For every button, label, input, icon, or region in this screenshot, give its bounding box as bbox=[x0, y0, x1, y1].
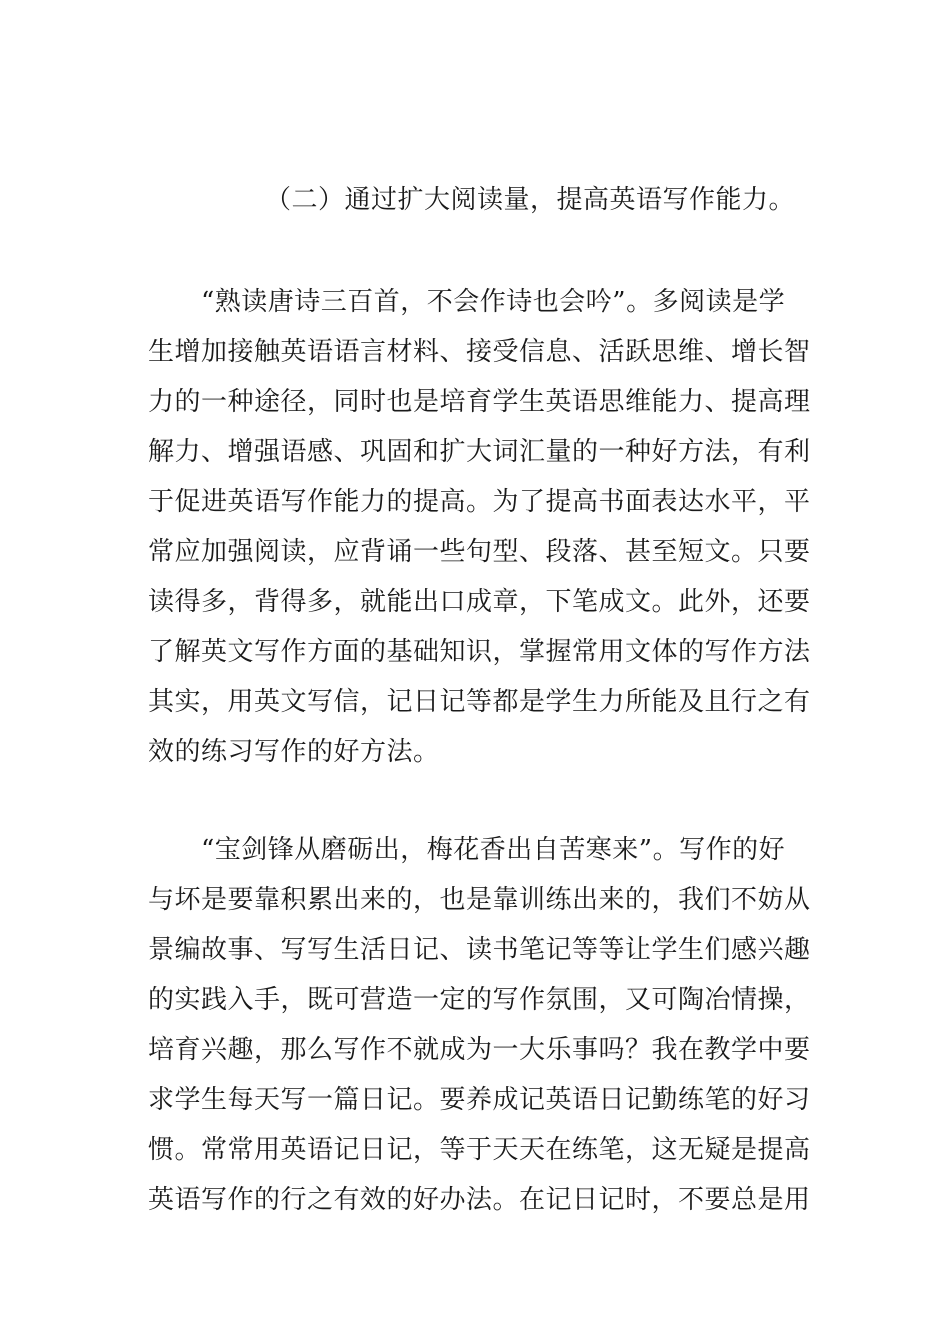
section-heading: （二）通过扩大阅读量，提高英语写作能力。 bbox=[265, 185, 796, 215]
text-line: 培育兴趣，那么写作不就成为一大乐事吗？我在教学中要 bbox=[148, 1035, 811, 1065]
text-line: 常应加强阅读，应背诵一些句型、段落、甚至短文。只要 bbox=[148, 537, 811, 567]
text-line: 了解英文写作方面的基础知识，掌握常用文体的写作方法 bbox=[148, 637, 811, 667]
text-line: 与坏是要靠积累出来的，也是靠训练出来的，我们不妨从 bbox=[148, 885, 811, 915]
text-line: 的实践入手，既可营造一定的写作氛围，又可陶冶情操， bbox=[148, 985, 811, 1015]
text-line: 惯。常常用英语记日记，等于天天在练笔，这无疑是提高 bbox=[148, 1135, 811, 1165]
text-line: 于促进英语写作能力的提高。为了提高书面表达水平，平 bbox=[148, 487, 811, 517]
text-line: “宝剑锋从磨砺出，梅花香出自苦寒来”。写作的好 bbox=[148, 835, 786, 865]
text-line: 求学生每天写一篇日记。要养成记英语日记勤练笔的好习 bbox=[148, 1085, 811, 1115]
text-line: 英语写作的行之有效的好办法。在记日记时，不要总是用 bbox=[148, 1185, 811, 1215]
text-line: 读得多，背得多，就能出口成章，下笔成文。此外，还要 bbox=[148, 587, 811, 617]
text-line: 解力、增强语感、巩固和扩大词汇量的一种好方法，有利 bbox=[148, 437, 811, 467]
paragraph-practice bbox=[148, 825, 818, 1225]
text-line: 力的一种途径，同时也是培育学生英语思维能力、提高理 bbox=[148, 387, 811, 417]
text-line: 生增加接触英语语言材料、接受信息、活跃思维、增长智 bbox=[148, 337, 811, 367]
text-line: 其实，用英文写信，记日记等都是学生力所能及且行之有 bbox=[148, 687, 811, 717]
text-line: 效的练习写作的好方法。 bbox=[148, 737, 440, 767]
text-line: 景编故事、写写生活日记、读书笔记等等让学生们感兴趣 bbox=[148, 935, 811, 965]
paragraph-reading bbox=[148, 277, 818, 777]
text-line: “熟读唐诗三百首，不会作诗也会吟”。多阅读是学 bbox=[148, 287, 786, 317]
